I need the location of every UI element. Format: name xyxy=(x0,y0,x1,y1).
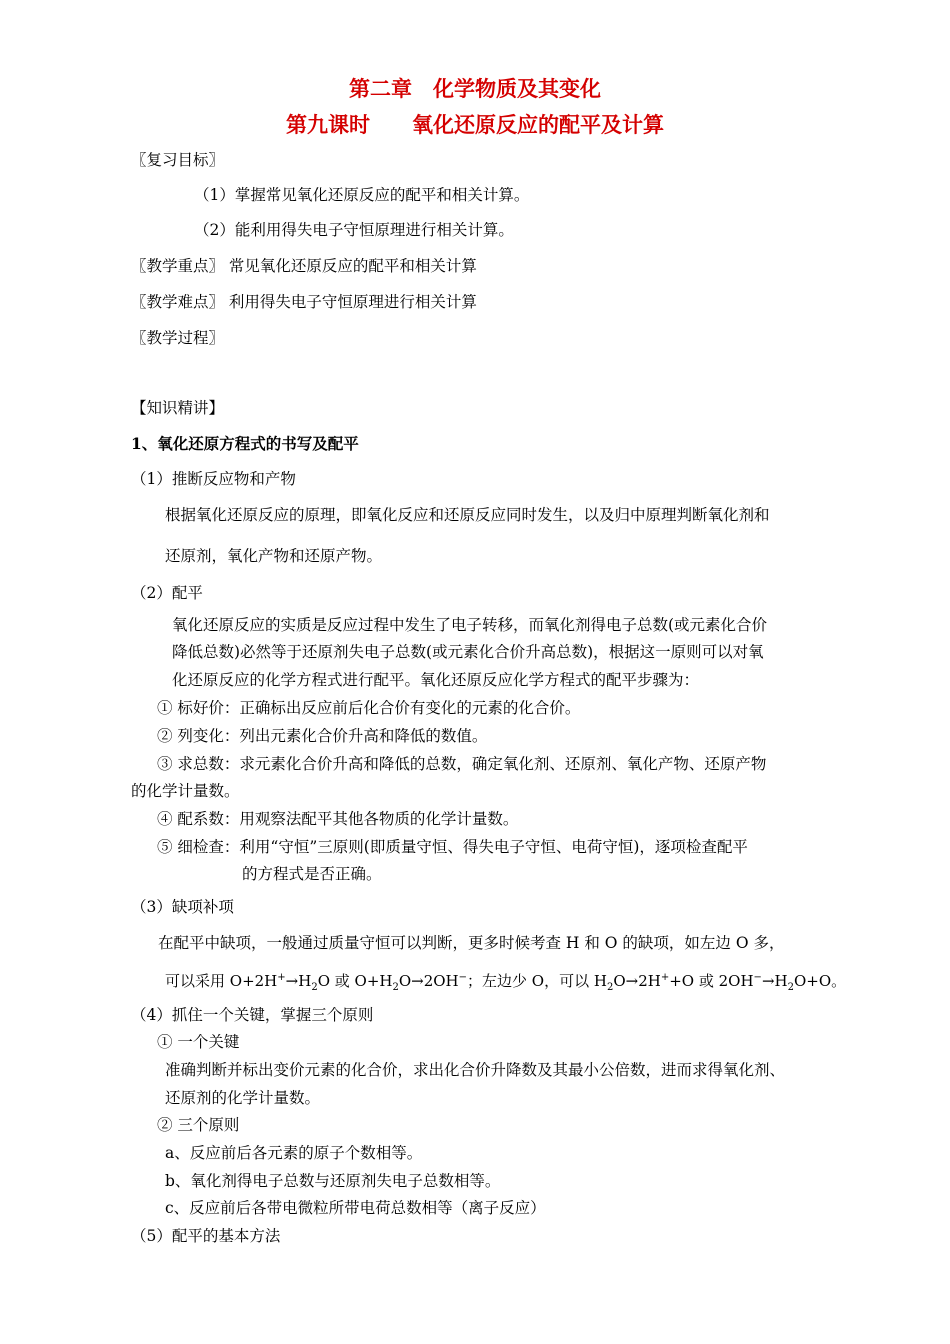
principle-a: a、反应前后各元素的原子个数相等。 xyxy=(165,1144,423,1162)
step-2: ② 列变化：列出元素化合价升高和降低的数值。 xyxy=(157,727,488,745)
subsection-2-line-1: 氧化还原反应的实质是反应过程中发生了电子转移，而氧化剂得电子总数(或元素化合价 xyxy=(172,616,768,634)
three-principles-title: ② 三个原则 xyxy=(157,1116,240,1134)
objective-1: （1）掌握常见氧化还原反应的配平和相关计算。 xyxy=(194,186,530,204)
principle-b: b、氧化剂得电子总数与还原剂失电子总数相等。 xyxy=(165,1172,501,1190)
subsection-2-line-2: 降低总数)必然等于还原剂失电子总数(或元素化合价升高总数)，根据这一原则可以对氧 xyxy=(172,643,764,661)
difficulty: 〖教学难点〗 利用得失电子守恒原理进行相关计算 xyxy=(131,293,477,311)
step-3-line-1: ③ 求总数：求元素化合价升高和降低的总数，确定氧化剂、还原剂、氧化产物、还原产物 xyxy=(157,755,767,773)
step-5-line-1: ⑤ 细检查：利用“守恒”三原则(即质量守恒、得失电子守恒、电荷守恒)，逐项检查配平 xyxy=(157,838,748,856)
subsection-5-title: （5）配平的基本方法 xyxy=(131,1227,281,1245)
subsection-2-line-3: 化还原反应的化学方程式进行配平。氧化还原反应化学方程式的配平步骤为： xyxy=(172,671,700,689)
one-key-line-1: 准确判断并标出变价元素的化合价，求出化合价升降数及其最小公倍数，进而求得氧化剂、 xyxy=(165,1061,786,1079)
step-5-line-2: 的方程式是否正确。 xyxy=(242,865,382,883)
step-1: ① 标好价：正确标出反应前后化合价有变化的元素的化合价。 xyxy=(157,699,581,717)
step-3-line-2: 的化学计量数。 xyxy=(131,782,240,800)
subsection-3-title: （3）缺项补项 xyxy=(131,898,234,916)
subsection-3-equation: 可以采用 $O+2H^+\to H_2O$ 或 $O+H_2O\to 2OH^-$；左边少 O，可以 $H_2O\to 2H^++O$ 或 $2OH^-\to H_2O+O$。 xyxy=(165,972,847,993)
lesson-title: 第九课时 氧化还原反应的配平及计算 xyxy=(286,113,664,137)
subsection-3-line-1: 在配平中缺项，一般通过质量守恒可以判断，更多时候考查 H 和 O 的缺项，如左边 O 多， xyxy=(158,934,785,952)
objectives-heading: 〖复习目标〗 xyxy=(131,151,225,169)
principle-c: c、反应前后各带电微粒所带电荷总数相等（离子反应） xyxy=(165,1199,546,1217)
one-key-title: ① 一个关键 xyxy=(157,1033,240,1051)
subsection-2-title: （2）配平 xyxy=(131,584,203,602)
subsection-1-title: （1）推断反应物和产物 xyxy=(131,470,296,488)
subsection-1-line-1: 根据氧化还原反应的原理，即氧化反应和还原反应同时发生，以及归中原理判断氧化剂和 xyxy=(165,506,770,524)
subsection-4-title: （4）抓住一个关键，掌握三个原则 xyxy=(131,1006,374,1024)
chapter-title: 第二章 化学物质及其变化 xyxy=(349,77,601,101)
knowledge-heading: 【知识精讲】 xyxy=(131,399,225,417)
one-key-line-2: 还原剂的化学计量数。 xyxy=(165,1089,321,1107)
key-point: 〖教学重点〗 常见氧化还原反应的配平和相关计算 xyxy=(131,257,477,275)
subsection-1-line-2: 还原剂，氧化产物和还原产物。 xyxy=(165,547,383,565)
objective-2: （2）能利用得失电子守恒原理进行相关计算。 xyxy=(194,221,514,239)
step-4: ④ 配系数：用观察法配平其他各物质的化学计量数。 xyxy=(157,810,519,828)
process-heading: 〖教学过程〗 xyxy=(131,329,225,347)
section-1-heading: 1、氧化还原方程式的书写及配平 xyxy=(131,434,359,453)
